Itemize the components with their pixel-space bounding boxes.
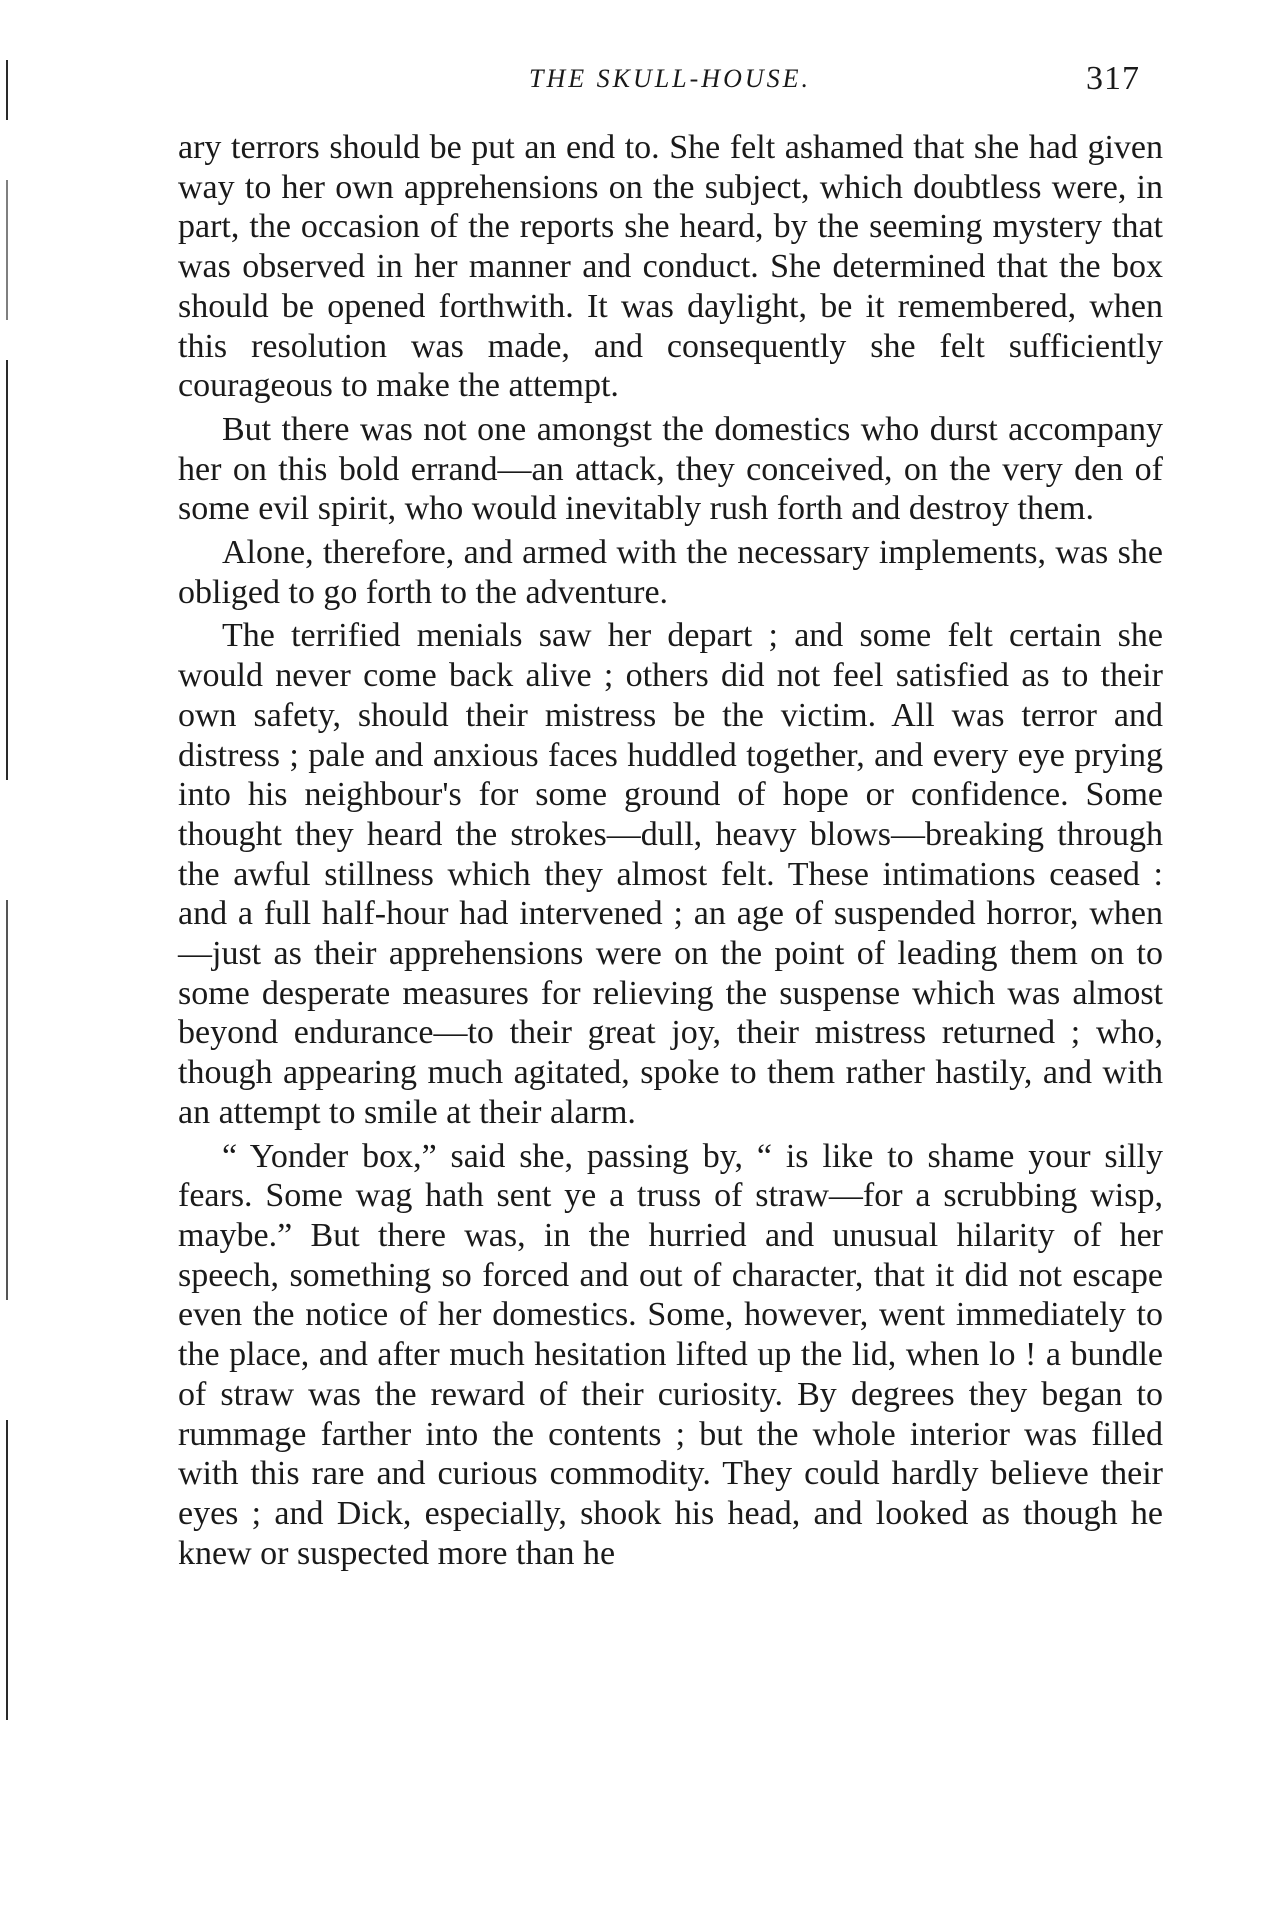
- running-head: [180, 60, 1160, 104]
- scan-edge-marks: [0, 0, 16, 1919]
- running-title: THE SKULL-HOUSE.: [528, 64, 812, 93]
- paragraph-2: But there was not one amongst the domestics who durst accompany her on this bold errand—an attack, they conceived, on the very den of some evil spirit, who would inevitably rush forth and destroy them.: [178, 410, 1163, 528]
- body-text: [178, 128, 1163, 1577]
- paragraph-5: “ Yonder box,” said she, passing by, “ is like to shame your silly fears. Some wag hath sent ye a truss of straw—for a scrubbing wisp, maybe.” But there was, in the hurried and unusual hilarity of her speech, something so forced and out of character, that it did not escape even the notice of her domestics. Some, however, went immediately to the place, and after much hesitation lifted up the lid, when lo ! a bundle of straw was the reward of their curiosity. By degrees they began to rummage farther into the contents ; but the whole interior was filled with this rare and curious commodity. They could hardly believe their eyes ; and Dick, especially, shook his head, and looked as though he knew or suspected more than he: [178, 1137, 1163, 1572]
- paragraph-4: The terrified menials saw her depart ; and some felt certain she would never come back alive ; others did not feel satisfied as to their own safety, should their mistress be the victim. All was terror and distress ; pale and anxious faces huddled together, and every eye prying into his neighbour's for some ground of hope or confidence. Some thought they heard the strokes—dull, heavy blows—breaking through the awful stillness which they almost felt. These intimations ceased : and a full half-hour had intervened ; an age of suspended horror, when—just as their apprehensions were on the point of leading them on to some desperate measures for relieving the suspense which was almost beyond endurance—to their great joy, their mistress returned ; who, though appearing much agitated, spoke to them rather hastily, and with an attempt to smile at their alarm.: [178, 617, 1163, 1131]
- paragraph-3: Alone, therefore, and armed with the necessary implements, was she obliged to go forth to the adventure.: [178, 534, 1163, 611]
- page-number: 317: [1086, 60, 1140, 97]
- paragraph-1: ary terrors should be put an end to. She felt ashamed that she had given way to her own apprehensions on the subject, which doubtless were, in part, the occasion of the reports she heard, by the seeming mystery that was observed in her manner and conduct. She determined that the box should be opened forthwith. It was daylight, be it remembered, when this resolution was made, and consequently she felt sufficiently courageous to make the attempt.: [178, 129, 1163, 405]
